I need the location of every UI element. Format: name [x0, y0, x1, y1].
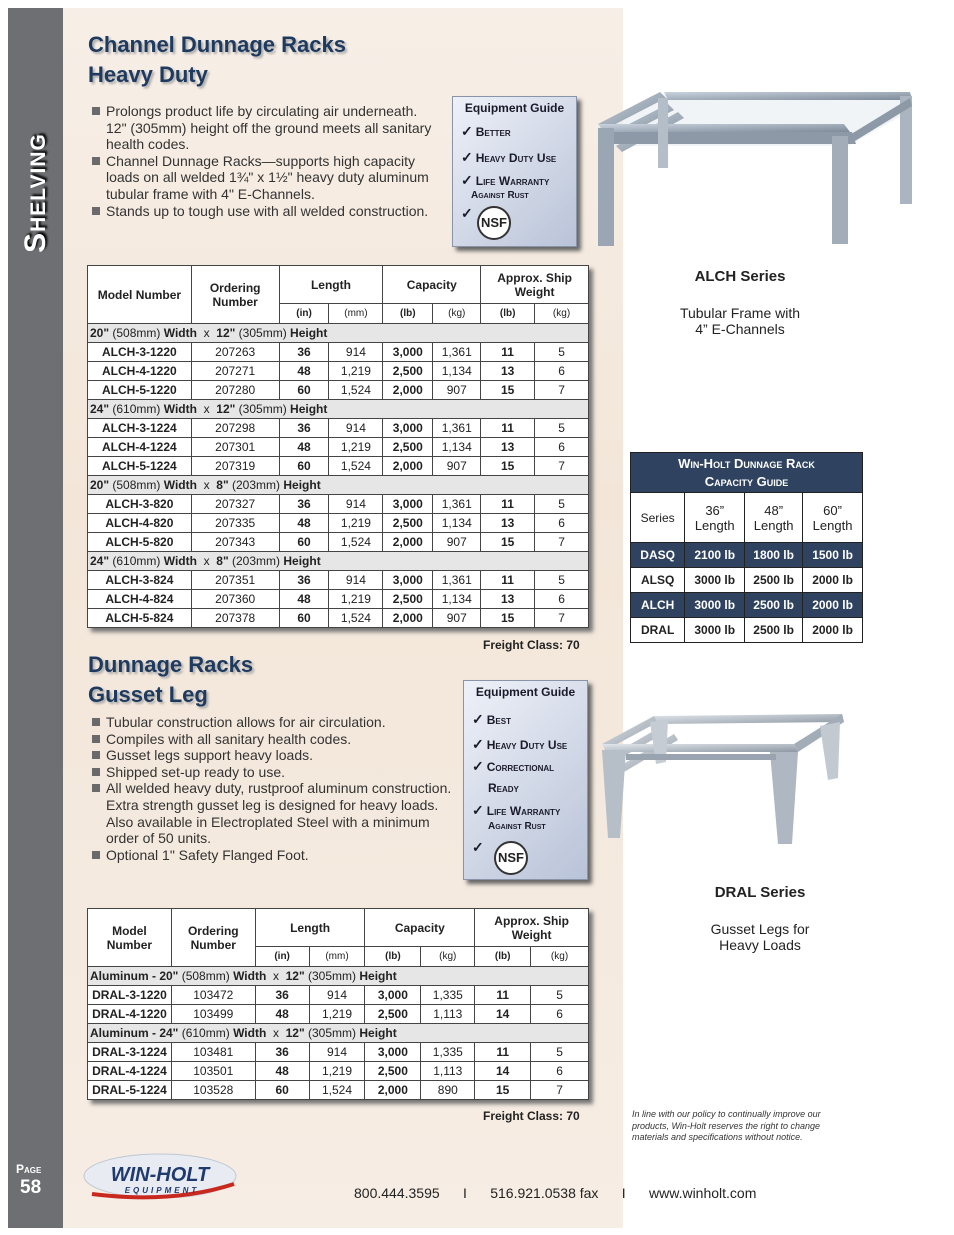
table-row: ALCH-4-1220 207271 48 1,219 2,500 1,134 13 6	[88, 362, 589, 381]
table-row: ALCH-4-1224 207301 48 1,219 2,500 1,134 13 6	[88, 438, 589, 457]
sidebar-title: Shelving	[19, 133, 52, 253]
col-header-model: Model Number	[88, 909, 172, 967]
equipment-guide-1	[452, 96, 577, 247]
alch-spec-table: Model Number Ordering Number Length Capacity Approx. Ship Weight (in) (mm) (lb) (kg) (lb) (kg) 20" (508mm) Width x 12" (305mm) Height ALCH-3-1220 207263 36 914 3,000 1,361 11 5 ALCH-4-1220 207271 48 1,219 2,500 1,134 13 6 ALCH-5-1220 207280 60 1,524 2,000 907 15 7 24" (610mm) Width x 12" (305mm) Height ALCH-3-1224 207298 36 914 3,000 1,361 11 5 ALCH-4-1224 207301 48 1,219 2,500 1,134 13 6 ALCH-5-1224 207319 60 1,524 2,000 907 15 7 20" (508mm) Width x 8" (203mm) Height ALCH-3-820 207327 36 914 3,000 1,361 11 5 ALCH-4-820 207335 48 1,219 2,500 1,134 13 6 ALCH-5-820 207343 60 1,524 2,000 907 15 7 24" (610mm) Width x 8" (203mm) Height ALCH-3-824 207351 36 914 3,000 1,361 11 5 ALCH-4-824 207360 48 1,219 2,500 1,134 13 6 ALCH-5-824 207378 60 1,524 2,000 907 15 7	[87, 265, 589, 628]
dral-table-body	[88, 967, 589, 1100]
col-header-capacity: Capacity	[365, 909, 475, 947]
logo-sub: EQUIPMENT	[124, 1186, 200, 1195]
guide-item: ✓ Heavy Duty Use	[461, 149, 557, 165]
col-header-ordering: Ordering Number	[171, 909, 255, 967]
group-header-row: 20" (508mm) Width x 12" (305mm) Height	[88, 324, 589, 343]
check-icon: ✓	[461, 172, 473, 188]
list-item: Channel Dunnage Racks—supports high capacity loads on all welded 1¾" x 1½" heavy duty aluminum tubular frame with 4" E-Channels.	[90, 153, 438, 203]
table-row: DASQ 2100 lb 1800 lb 1500 lb	[631, 543, 863, 568]
check-icon: ✓	[461, 205, 473, 221]
dral-spec-table: Model Number Ordering Number Length Capacity Approx. Ship Weight (in) (mm) (lb) (kg) (lb) (kg) Aluminum - 20" (508mm) Width x 12" (305mm) Height DRAL-3-1220 103472 36 914 3,000 1,335 11 5 DRAL-4-1220 103499 48 1,219 2,500 1,113 14 6 Aluminum - 24" (610mm) Width x 12" (305mm) Height DRAL-3-1224 103481 36 914 3,000 1,335 11 5 DRAL-4-1224 103501 48 1,219 2,500 1,113 14 6 DRAL-5-1224 103528 60 1,524 2,000 890 15 7	[87, 908, 589, 1100]
list-item: Optional 1" Safety Flanged Foot.	[90, 847, 452, 864]
nsf-logo-icon: NSF	[477, 206, 511, 240]
footer-phone: 800.444.3595	[354, 1185, 440, 1201]
check-icon: ✓	[472, 736, 484, 752]
equipment-guide-title: Equipment Guide	[475, 685, 576, 699]
group-header-row: 24" (610mm) Width x 12" (305mm) Height	[88, 400, 589, 419]
check-icon: ✓	[472, 802, 484, 818]
col-header-length: Length	[255, 909, 365, 947]
section1-bullets	[90, 103, 438, 219]
alch-caption: ALCH Series Tubular Frame with 4” E-Channels	[679, 268, 801, 337]
table-row: ALCH-3-1220 207263 36 914 3,000 1,361 11 5	[88, 343, 589, 362]
alch-rack-photo	[594, 88, 916, 248]
table-row: ALCH-5-820 207343 60 1,524 2,000 907 15 7	[88, 533, 589, 552]
equipment-guide-2	[463, 680, 588, 880]
list-item: Prolongs product life by circulating air underneath. 12" (305mm) height off the ground meets all sanitary health codes.	[90, 103, 438, 153]
capacity-guide-table: Win-Holt Dunnage Rack Capacity Guide Series 36” Length 48” Length 60” Length DASQ 2100 lb 1800 lb 1500 lb ALSQ 3000 lb 2500 lb 2000 lb ALCH 3000 lb 2500 lb 2000 lb DRAL 3000 lb 2500 lb 2000 lb	[630, 452, 863, 643]
check-icon: ✓	[472, 758, 484, 774]
guide-item: ✓ Better	[461, 123, 511, 139]
table-row: ALCH-3-820 207327 36 914 3,000 1,361 11 5	[88, 495, 589, 514]
freight-class-1: Freight Class: 70	[483, 638, 580, 652]
page-label: Page	[16, 1162, 42, 1176]
table-row: ALCH-5-824 207378 60 1,524 2,000 907 15 7	[88, 609, 589, 628]
list-item: Gusset legs support heavy loads.	[90, 747, 452, 764]
check-icon: ✓	[461, 123, 473, 139]
check-icon: ✓	[461, 149, 473, 165]
guide-item: Against Rust	[471, 190, 529, 201]
table-row: DRAL-5-1224 103528 60 1,524 2,000 890 15 7	[88, 1081, 589, 1100]
guide-item: Ready	[488, 781, 519, 795]
list-item: All welded heavy duty, rustproof aluminum construction. Extra strength gusset leg is designed for heavy loads. Also available in Electroplated Steel with a minimum order of 50 units.	[90, 780, 452, 846]
group-header-row: Aluminum - 20" (508mm) Width x 12" (305mm) Height	[88, 967, 589, 986]
guide-item	[472, 841, 487, 855]
group-header-row: 24" (610mm) Width x 8" (203mm) Height	[88, 552, 589, 571]
table-row: ALSQ 3000 lb 2500 lb 2000 lb	[631, 568, 863, 593]
table-row: DRAL-4-1224 103501 48 1,219 2,500 1,113 14 6	[88, 1062, 589, 1081]
dral-rack-photo	[598, 692, 848, 852]
col-header-weight: Approx. Ship Weight	[475, 909, 589, 947]
guide-item: ✓ Heavy Duty Use	[472, 736, 568, 752]
check-icon: ✓	[472, 839, 484, 855]
section2-bullets	[90, 714, 452, 863]
table-row: DRAL-3-1224 103481 36 914 3,000 1,335 11 5	[88, 1043, 589, 1062]
check-icon: ✓	[472, 711, 484, 727]
equipment-guide-title: Equipment Guide	[464, 101, 565, 115]
table-row: ALCH-5-1220 207280 60 1,524 2,000 907 15 7	[88, 381, 589, 400]
section2-title: Dunnage Racks Gusset Leg	[88, 652, 254, 707]
table-row: DRAL-4-1220 103499 48 1,219 2,500 1,113 14 6	[88, 1005, 589, 1024]
group-header-row: Aluminum - 24" (610mm) Width x 12" (305mm) Height	[88, 1024, 589, 1043]
guide-item: Against Rust	[488, 821, 546, 832]
list-item: Stands up to tough use with all welded construction.	[90, 203, 438, 220]
table-row: ALCH-4-820 207335 48 1,219 2,500 1,134 13 6	[88, 514, 589, 533]
disclaimer: In line with our policy to continually improve our products, Win-Holt reserves the right to change materials and specifications without notice.	[632, 1109, 821, 1142]
footer-web[interactable]: www.winholt.com	[649, 1185, 757, 1201]
table-row: ALCH-5-1224 207319 60 1,524 2,000 907 15 7	[88, 457, 589, 476]
table-row: ALCH-3-1224 207298 36 914 3,000 1,361 11 5	[88, 419, 589, 438]
group-header-row: 20" (508mm) Width x 8" (203mm) Height	[88, 476, 589, 495]
alch-table-body	[88, 324, 589, 628]
col-header-length: Length	[279, 266, 383, 304]
guide-item	[461, 207, 476, 221]
guide-item: ✓ Life Warranty	[461, 172, 550, 188]
table-row: ALCH 3000 lb 2500 lb 2000 lb	[631, 593, 863, 618]
col-header-model: Model Number	[88, 266, 192, 324]
table-row: ALCH-4-824 207360 48 1,219 2,500 1,134 13 6	[88, 590, 589, 609]
win-holt-logo	[82, 1148, 242, 1204]
footer-contact: 800.444.3595 I 516.921.0538 fax I www.winholt.com	[354, 1185, 757, 1201]
capacity-guide-title: Win-Holt Dunnage Rack Capacity Guide	[631, 453, 863, 493]
footer-fax: 516.921.0538 fax	[490, 1185, 599, 1201]
list-item: Shipped set-up ready to use.	[90, 764, 452, 781]
col-header-ordering: Ordering Number	[191, 266, 279, 324]
list-item: Tubular construction allows for air circulation.	[90, 714, 452, 731]
guide-item: ✓ Life Warranty	[472, 802, 561, 818]
list-item: Compiles with all sanitary health codes.	[90, 731, 452, 748]
page-number: 58	[20, 1177, 42, 1198]
col-header-capacity: Capacity	[383, 266, 481, 304]
freight-class-2: Freight Class: 70	[483, 1109, 580, 1123]
logo-name: WIN-HOLT	[110, 1164, 210, 1186]
table-row: ALCH-3-824 207351 36 914 3,000 1,361 11 5	[88, 571, 589, 590]
table-row: DRAL-3-1220 103472 36 914 3,000 1,335 11 5	[88, 986, 589, 1005]
col-header-weight: Approx. Ship Weight	[481, 266, 589, 304]
guide-item: ✓ Best	[472, 711, 511, 727]
guide-item: ✓ Correctional	[472, 758, 555, 774]
nsf-logo-icon: NSF	[494, 841, 528, 875]
table-row: DRAL 3000 lb 2500 lb 2000 lb	[631, 618, 863, 643]
section1-title: Channel Dunnage Racks Heavy Duty	[88, 32, 346, 87]
dral-caption: DRAL Series Gusset Legs for Heavy Loads	[710, 884, 810, 953]
